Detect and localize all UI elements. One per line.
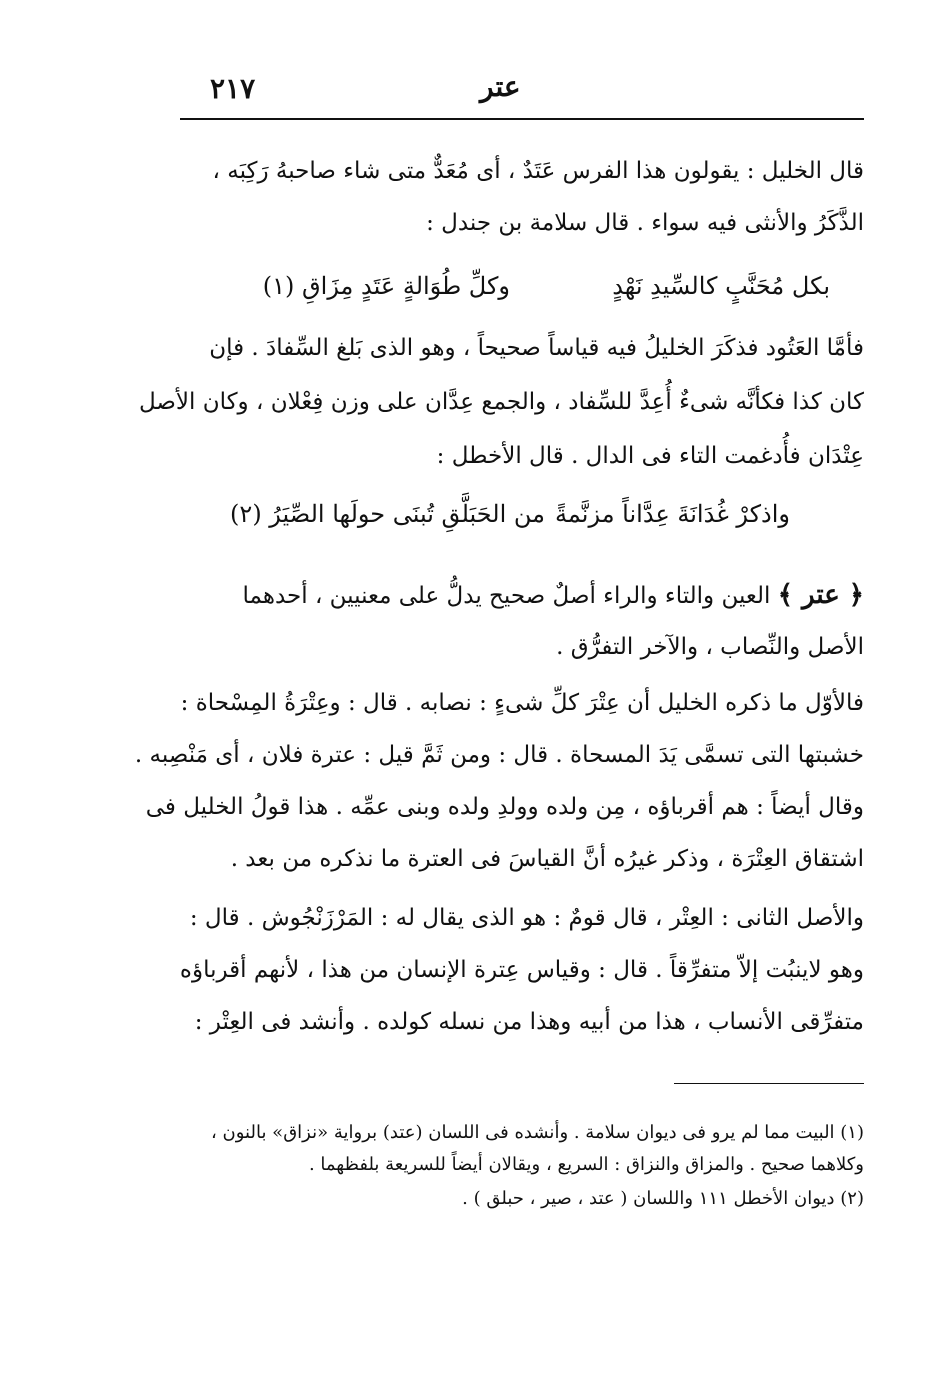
paragraph-2 [138,335,864,475]
text-line: خشبتها التى تسمَّى يَدَ المسحاة . قال : ومن ثَمَّ قيل : عترة فلان ، أى مَنْصِبه . [134,742,864,768]
verse-2 [230,500,790,540]
footnote-1: (١) البيت مما لم يرو فى ديوان سلامة . وأنشده فى اللسان (عتد) برواية «نزاق» بالنون ، [211,1122,864,1143]
footnote-2: (٢) ديوان الأخطل ١١١ واللسان ( عتد ، صير ، حبلق ) . [462,1188,864,1209]
entry-headword: ﴿ عتر ﴾ [777,580,864,610]
footnote-rule [674,1083,864,1084]
text-line: متفرِّقى الأنساب ، هذا من أبيه وهذا من نسله كولده . وأنشد فى العِتْر : [194,1009,864,1035]
text-line: والأصل الثانى : العِتْر ، قال قومٌ : هو الذى يقال له : المَرْزَنْجُوش . قال : [189,905,864,931]
page-header [180,60,864,120]
text-line: كان كذا فكأنَّه شىءٌ أُعِدَّ للسِّفاد ، والجمع عِدَّان على وزن فِعْلان ، وكان الأصل [138,389,864,415]
text-line: الذَّكَرُ والأنثى فيه سواء . قال سلامة بن جندل : [426,210,864,236]
text-line: وهو لاينبُت إلاّ متفرِّقاً . قال : وقياس عِترة الإنسان من هذا ، لأنهم أقرباؤه [179,957,864,983]
text-line: وقال أيضاً : هم أقرباؤه ، مِن ولده وولدِ ولده وبنى عمِّه . هذا قولُ الخليل فى [145,794,864,820]
text-line: الأصل والنِّصاب ، والآخر التفرُّق . [556,634,864,660]
running-head: عتر [480,70,521,103]
paragraph-3 [134,690,864,890]
paragraph-4 [179,905,864,1065]
header-rule [180,118,864,120]
text-line: العين والتاء والراء أصلٌ صحيح يدلُّ على معنيين ، أحدهما [242,583,771,609]
text-line: فالأوّل ما ذكره الخليل أن عِتْرَ كلِّ شىءٍ : نصابه . قال : وعِتْرَةُ المِسْحاة : [180,690,864,716]
footnote-1-cont: وكلاهما صحيح . والمزاق والنزاق : السريع ، ويقالان أيضاً للسريعة بلفظهما . [308,1154,864,1175]
page-number: ٢١٧ [210,72,256,105]
entry-paragraph [190,580,864,670]
verse-hemistich-right: واذكرْ غُدَانَةَ عِدَّاناً مزنَّمةً [555,500,790,528]
verse-hemistich-left: من الحَبَلَّقِ تُبنَى حولَها الصِّيَرُ (٢) [230,500,545,528]
text-line: قال الخليل : يقولون هذا الفرس عَتَدٌ ، أى مُعَدٌّ متى شاء صاحبهُ رَكِبَه ، [212,158,864,184]
verse-hemistich-right: بكل مُحَنَّبٍ كالسِّيدِ نَهْدٍ [612,272,830,300]
verse-hemistich-left: وكلِّ طُوَالةٍ عَتَدٍ مِزَاقِ (١) [262,272,510,300]
verse-1 [230,272,830,312]
text-line: عِتْدَان فأُدغمت التاء فى الدال . قال الأخطل : [436,443,864,469]
entry-first-line [243,580,864,610]
text-line: فأمَّا العَتُود فذكَرَ الخليلُ فيه قياساً صحيحاً ، وهو الذى بَلغ السِّفادَ . فإن [209,335,864,361]
paragraph-1 [190,150,864,240]
text-line: اشتقاق العِتْرَة ، وذكر غيرُه أنَّ القياسَ فى العترة ما نذكره من بعد . [230,846,864,872]
